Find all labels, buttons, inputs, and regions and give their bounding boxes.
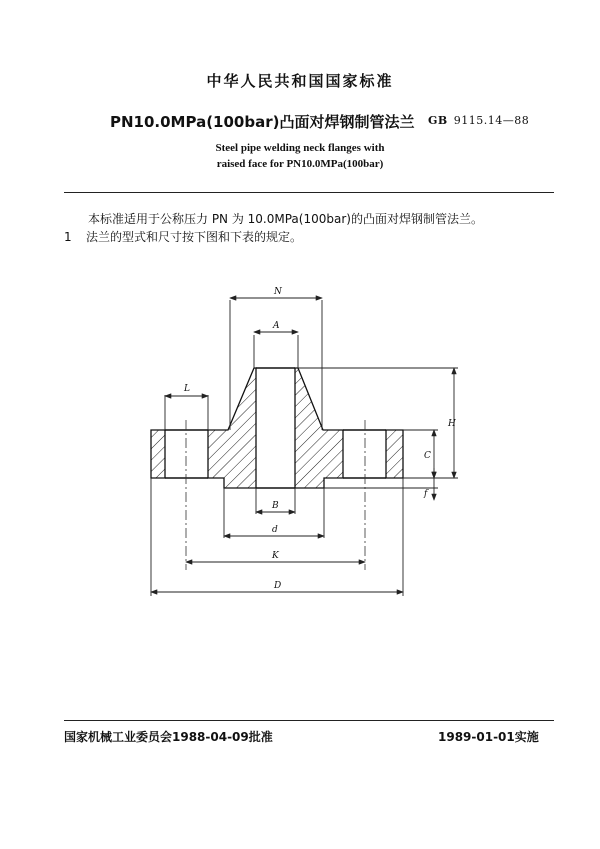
standard-code-number: 9115.14—88	[453, 114, 530, 127]
flange-outline	[165, 368, 386, 488]
dim-label-D: D	[274, 581, 282, 591]
dim-label-N: N	[274, 287, 282, 297]
document-title-en-line1: Steel pipe welding neck flanges with	[215, 142, 385, 154]
effective-date-note: 1989-01-01实施	[438, 730, 539, 744]
dim-label-H: H	[448, 419, 456, 429]
dim-label-C: C	[424, 451, 431, 461]
standard-header: 中华人民共和国国家标准	[206, 72, 394, 90]
standard-code-prefix: GB	[428, 114, 448, 127]
dim-label-K: K	[272, 551, 279, 561]
dim-label-f: f	[424, 489, 428, 499]
clause-1-number: 1	[64, 230, 72, 244]
clause-1-text: 法兰的型式和尺寸按下图和下表的规定。	[86, 230, 303, 244]
flange-section-right	[295, 368, 403, 488]
approval-note: 国家机械工业委员会1988-04-09批准	[64, 730, 273, 744]
document-title-en-line2: raised face for PN10.0MPa(100bar)	[216, 158, 384, 170]
document-title-cn: PN10.0MPa(100bar)凸面对焊钢制管法兰	[110, 113, 415, 131]
flange-section-left	[151, 368, 256, 488]
dim-label-d: d	[272, 525, 278, 535]
intro-paragraph: 本标准适用于公称压力 PN 为 10.0MPa(100bar)的凸面对焊钢制管法兰。	[88, 212, 483, 226]
dim-label-L: L	[184, 384, 190, 394]
dim-label-B: B	[272, 501, 279, 511]
bottom-rule	[64, 720, 554, 721]
dim-label-A: A	[273, 321, 280, 331]
